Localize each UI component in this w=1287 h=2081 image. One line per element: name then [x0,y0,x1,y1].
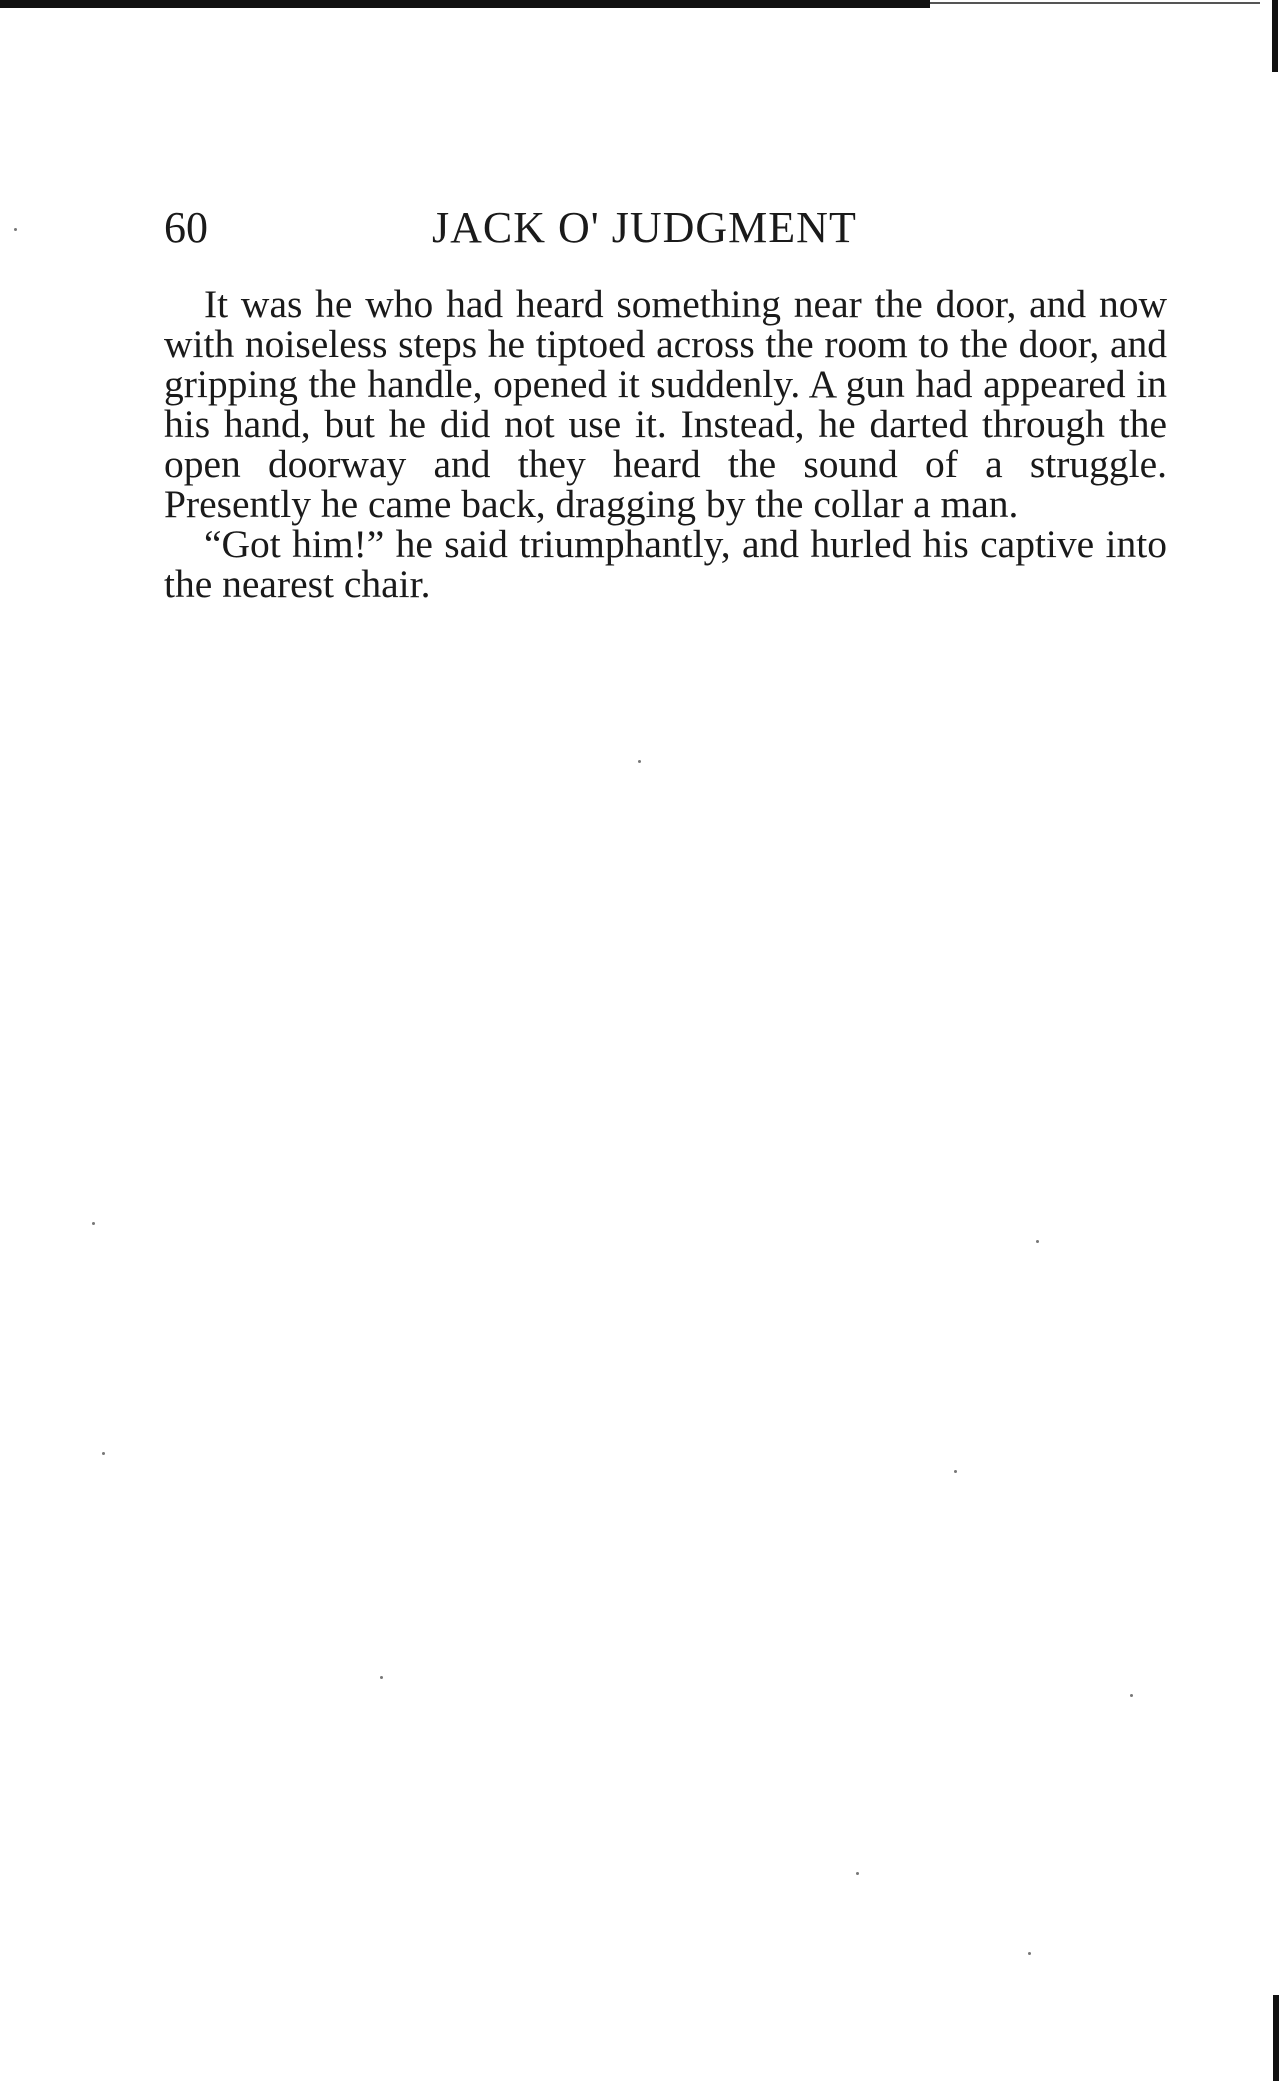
top-edge-rule [0,0,930,8]
scan-speck [954,1470,957,1473]
scan-speck [380,1676,383,1679]
paragraph-struggle: It was he who had heard something near the door, and now with noiseless steps he tiptoed across the room to the door, and gripping the handle, opened it suddenly. A gun had appeared in his hand, but he did not use it. Instead, he darted through the open doorway and they heard the sound of a struggle. Presently he came back, dragging by the collar a man. [164,282,1167,526]
page-number: 60 [164,203,208,252]
scan-speck [1130,1694,1133,1697]
scan-speck [856,1872,859,1875]
scan-speck [1036,1240,1039,1243]
scan-edge-mark-top [1272,0,1278,72]
top-edge-rule-tail [930,2,1260,4]
body-text [164,284,1167,604]
scan-speck [102,1452,105,1455]
scan-speck [14,228,17,231]
scan-speck [92,1222,95,1225]
running-title: JACK O' JUDGMENT [432,203,857,252]
scan-speck [638,760,641,763]
scan-speck [1028,1952,1031,1955]
scan-edge-mark-bottom [1273,1995,1279,2081]
running-head [164,200,1174,256]
paragraph-got-him: “Got him!” he said triumphantly, and hurled his captive into the nearest chair. [164,522,1167,606]
